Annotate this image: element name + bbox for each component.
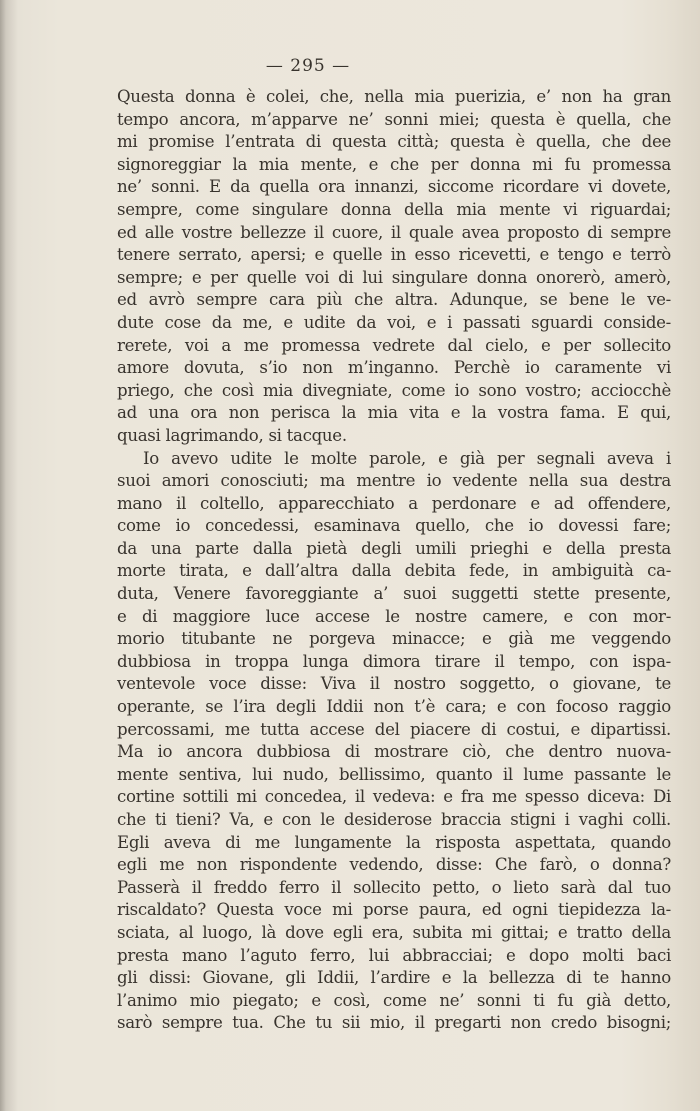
text-line: riscaldato? Questa voce mi porse paura, ed ogni tiepidezza la- [117,900,671,920]
paragraph [117,86,671,448]
page-number: — 295 — [265,56,351,76]
text-line: egli me non rispondente vedendo, disse: Che farò, o donna? [117,855,671,875]
text-line: tempo ancora, m’apparve ne’ sonni miei; questa è quella, che [117,109,671,129]
text-line: cortine sottili mi concedea, il vedeva: e fra me spesso diceva: Di [117,787,671,807]
text-line: priego, che così mia divegniate, come io sono vostro; acciocchè [117,380,671,400]
text-line: dubbiosa in troppa lunga dimora tirare il tempo, con ispa- [117,651,671,671]
text-line: amore dovuta, s’io non m’inganno. Perchè io caramente vi [117,358,671,378]
text-line: dute cose da me, e udite da voi, e i passati sguardi conside- [117,312,671,332]
text-line: ne’ sonni. E da quella ora innanzi, siccome ricordare vi dovete, [117,177,671,197]
text-line: Ma io ancora dubbiosa di mostrare ciò, che dentro nuova- [117,742,671,762]
text-line: mi promise l’entrata di questa città; questa è quella, che dee [117,132,671,152]
text-line: sempre, come singulare donna della mia mente vi riguardai; [117,199,671,219]
text-line: ventevole voce disse: Viva il nostro soggetto, o giovane, te [117,674,671,694]
text-line: Passerà il freddo ferro il sollecito petto, o lieto sarà dal tuo [117,877,671,897]
text-line: operante, se l’ira degli Iddii non t’è cara; e con focoso raggio [117,697,671,717]
text-line: gli dissi: Giovane, gli Iddii, l’ardire e la bellezza di te hanno [117,968,671,988]
text-line: sciata, al luogo, là dove egli era, subita mi gittai; e tratto della [117,922,671,942]
text-line: da una parte dalla pietà degli umili prieghi e della presta [117,538,671,558]
text-line: come io concedessi, esaminava quello, che io dovessi fare; [117,516,671,536]
text-line: sempre; e per quelle voi di lui singulare donna onorerò, amerò, [117,267,671,287]
text-line: suoi amori conosciuti; ma mentre io vedente nella sua destra [117,471,671,491]
text-line: mente sentiva, lui nudo, bellissimo, quanto il lume passante le [117,764,671,784]
text-line: rerete, voi a me promessa vedrete dal cielo, e per sollecito [117,335,671,355]
text-line: che ti tieni? Va, e con le desiderose braccia stigni i vaghi colli. [117,810,671,829]
text-line: l’animo mio piegato; e così, come ne’ sonni ti fu già detto, [117,990,671,1010]
text-line: morio titubante ne porgeva minacce; e già me veggendo [117,629,671,649]
body-text [117,86,671,1035]
paragraph [117,448,671,1035]
text-line: Io avevo udite le molte parole, e già per segnali aveva i [143,448,671,468]
text-line: signoreggiar la mia mente, e che per donna mi fu promessa [117,154,671,174]
text-line: Egli aveva di me lungamente la risposta aspettata, quando [117,832,671,852]
text-line: tenere serrato, apersi; e quelle in esso ricevetti, e tengo e terrò [117,245,671,265]
text-line: Questa donna è colei, che, nella mia puerizia, e’ non ha gran [117,87,671,106]
text-line: quasi lagrimando, si tacque. [117,425,347,445]
text-line: morte tirata, e dall’altra dalla debita fede, in ambiguità ca- [117,561,671,581]
text-line: ed alle vostre bellezze il cuore, il quale avea proposto di sempre [117,222,671,242]
text-line: mano il coltello, apparecchiato a perdonare e ad offendere, [117,493,671,513]
text-line: duta, Venere favoreggiante a’ suoi suggetti stette presente, [117,584,671,604]
text-line: sarò sempre tua. Che tu sii mio, il pregarti non credo bisogni; [117,1013,671,1033]
text-line: presta mano l’aguto ferro, lui abbracciai; e dopo molti baci [117,945,671,965]
text-line: ad una ora non perisca la mia vita e la vostra fama. E qui, [117,403,671,423]
text-line: e di maggiore luce accese le nostre camere, e con mor- [117,606,671,626]
text-line: ed avrò sempre cara più che altra. Adunque, se bene le ve- [117,290,671,310]
text-line: percossami, me tutta accese del piacere di costui, e dipartissi. [117,719,671,739]
